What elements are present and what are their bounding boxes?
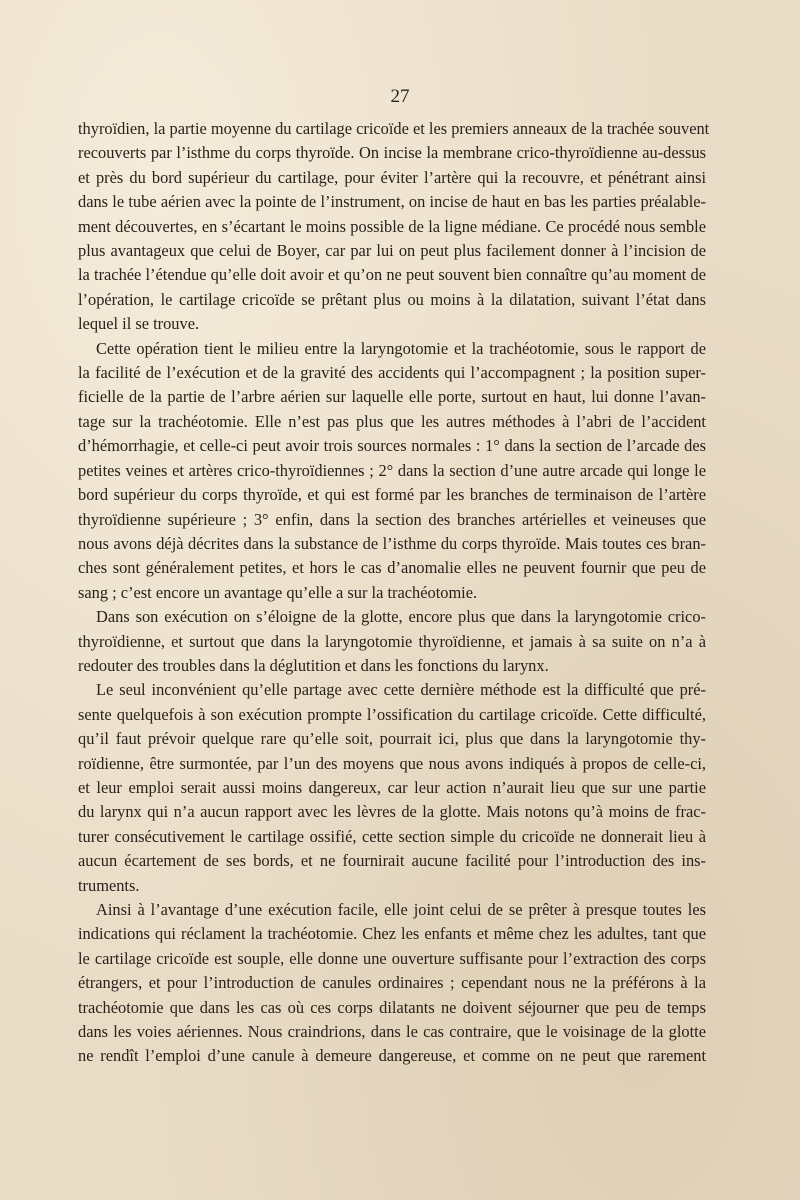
text-line: dans les voies aériennes. Nous craindrions, dans le cas contraire, que le voisinage de la glotte bbox=[78, 1022, 706, 1042]
text-line: sente quelquefois à son exécution prompte l’ossification du cartilage cricoïde. Cette difficulté, bbox=[78, 704, 706, 724]
text-line: thyroïdienne supérieure ; 3° enfin, dans la section des branches artérielles et veineuses que bbox=[78, 509, 706, 529]
text-line: Ainsi à l’avantage d’une exécution facile, elle joint celui de se prêter à presque toutes les bbox=[96, 900, 706, 919]
text-line: bord supérieur du corps thyroïde, et qui est formé par les branches de terminaison de l’artère bbox=[78, 485, 706, 505]
text-line: truments. bbox=[78, 875, 140, 895]
page-number: 27 bbox=[390, 86, 410, 107]
text-line: Dans son exécution on s’éloigne de la glotte, encore plus que dans la laryngotomie crico- bbox=[96, 607, 706, 627]
text-line: ne rendît l’emploi d’une canule à demeure dangereuse, et comme on ne peut que rarement bbox=[78, 1046, 706, 1066]
text-line: petites veines et artères crico-thyroïdiennes ; 2° dans la section d’une autre arcade qui longe le bbox=[78, 460, 706, 480]
text-line: thyroïdien, la partie moyenne du cartilage cricoïde et les premiers anneaux de la trachée souvent bbox=[78, 119, 710, 138]
text-line: le cartilage cricoïde est souple, elle donne une ouverture suffisante pour l’extraction des corps bbox=[78, 948, 706, 968]
text-line: étrangers, et pour l’introduction de canules ordinaires ; cependant nous ne la préférons à la bbox=[78, 973, 706, 993]
text-line: ches sont généralement petites, et hors le cas d’anomalie elles ne peuvent fournir que peu de bbox=[78, 558, 706, 578]
text-line: la trachée l’étendue qu’elle doit avoir et qu’on ne peut souvent bien connaître qu’au moment de bbox=[78, 265, 706, 285]
text-line: du larynx qui n’a aucun rapport avec les lèvres de la glotte. Mais notons qu’à moins de frac- bbox=[78, 802, 706, 822]
text-line: lequel il se trouve. bbox=[78, 314, 200, 334]
text-line: qu’il faut prévoir quelque rare qu’elle soit, pourrait ici, plus que dans la laryngotomie thy- bbox=[78, 729, 706, 749]
text-line: indications qui réclament la trachéotomie. Chez les enfants et même chez les adultes, tant que bbox=[78, 924, 706, 944]
text-line: plus avantageux que celui de Boyer, car par lui on peut plus facilement donner à l’incision de bbox=[78, 241, 706, 261]
text-line: thyroïdienne, et surtout que dans la laryngotomie thyroïdienne, et jamais à sa suite on n’a à bbox=[78, 631, 706, 651]
text-line: Cette opération tient le milieu entre la laryngotomie et la trachéotomie, sous le rapport de bbox=[96, 338, 706, 358]
text-line: Le seul inconvénient qu’elle partage avec cette dernière méthode est la difficulté que pré- bbox=[96, 680, 706, 700]
text-line: nous avons déjà décrites dans la substance de l’isthme du corps thyroïde. Mais toutes ces bran- bbox=[78, 533, 706, 553]
text-line: ficielle de la partie de l’arbre aérien sur laquelle elle porte, surtout en haut, lui donne l’avan- bbox=[78, 387, 706, 407]
text-line: roïdienne, être surmontée, par l’un des moyens que nous avons indiqués à propos de celle-ci, bbox=[78, 753, 706, 773]
text-line: d’hémorrhagie, et celle-ci peut avoir trois sources normales : 1° dans la section de l’arcade des bbox=[78, 436, 706, 456]
text-line: tage sur la trachéotomie. Elle n’est pas plus que les autres méthodes à l’abri de l’accident bbox=[78, 411, 706, 431]
text-line: recouverts par l’isthme du corps thyroïde. On incise la membrane crico-thyroïdienne au-dessus bbox=[78, 143, 706, 163]
text-line: aucun écartement de ses bords, et ne fournirait aucune facilité pour l’introduction des ins- bbox=[78, 851, 706, 871]
text-line: turer consécutivement le cartilage ossifié, cette section simple du cricoïde ne donnerait lieu à bbox=[78, 826, 706, 846]
text-line: la facilité de l’exécution et de la gravité des accidents qui l’accompagnent ; la position super- bbox=[78, 363, 706, 383]
text-line: ment découvertes, en s’écartant le moins possible de la ligne médiane. Ce procédé nous semble bbox=[78, 216, 706, 236]
text-line: sang ; c’est encore un avantage qu’elle a sur la trachéotomie. bbox=[78, 582, 478, 602]
text-line: trachéotomie que dans les cas où ces corps dilatants ne doivent séjourner que peu de temps bbox=[78, 997, 706, 1017]
text-line: dans le tube aérien avec la pointe de l’instrument, on incise de haut en bas les parties préalable- bbox=[78, 192, 706, 212]
body-text bbox=[78, 117, 710, 1069]
text-line: redouter des troubles dans la déglutition et dans les fonctions du larynx. bbox=[78, 655, 549, 675]
text-line: et près du bord supérieur du cartilage, pour éviter l’artère qui la recouvre, et pénétrant ainsi bbox=[78, 167, 706, 187]
text-line: l’opération, le cartilage cricoïde se prêtant plus ou moins à la dilatation, suivant l’état dans bbox=[78, 289, 706, 309]
text-line: et leur emploi serait aussi moins dangereux, car leur action n’aurait lieu que sur une partie bbox=[78, 777, 706, 797]
